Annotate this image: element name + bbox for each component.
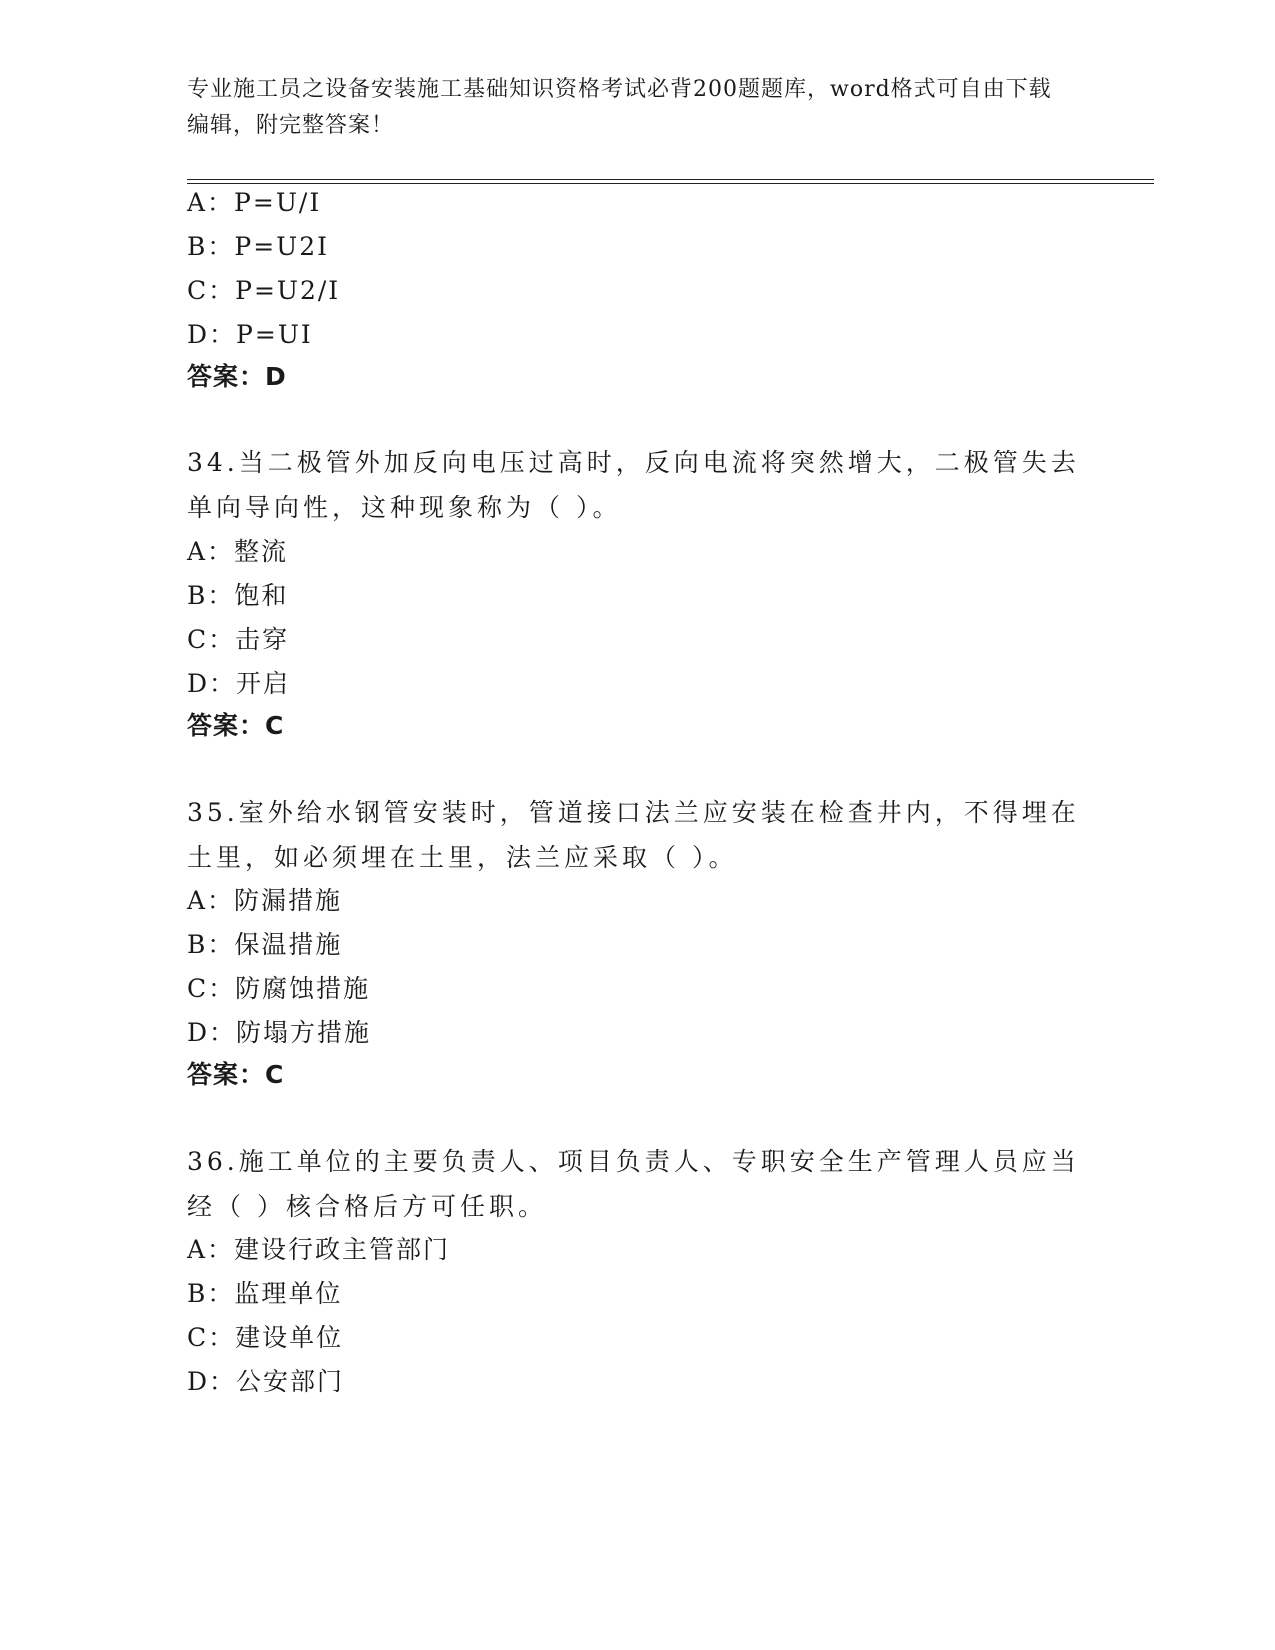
q34-option-b: B：饱和 — [187, 581, 289, 610]
q34-option-a: A：整流 — [187, 537, 289, 566]
q35-option-c: C：防腐蚀措施 — [187, 974, 371, 1003]
q36-option-c: C：建设单位 — [187, 1323, 344, 1352]
q36-option-d: D：公安部门 — [187, 1367, 345, 1396]
header-divider-top — [187, 179, 1154, 180]
q33-option-c: C：P=U2/I — [187, 276, 341, 305]
q35-option-a: A：防漏措施 — [187, 886, 343, 915]
document-intro: 专业施工员之设备安装施工基础知识资格考试必背200题题库，word格式可自由下载编辑，附完整答案！ — [187, 77, 1052, 138]
q35-option-b: B：保温措施 — [187, 930, 343, 959]
q35-option-d: D：防塌方措施 — [187, 1018, 372, 1047]
q33-option-d: D：P=UI — [187, 320, 313, 349]
q35-answer: 答案：C — [187, 1060, 285, 1089]
q36-option-b: B：监理单位 — [187, 1279, 343, 1308]
q34-option-d: D：开启 — [187, 669, 291, 698]
q33-option-b: B：P=U2I — [187, 232, 329, 261]
q35-question: 35.室外给水钢管安装时，管道接口法兰应安装在检查井内，不得埋在土里，如必须埋在土里，法兰应采取（ ）。 — [187, 798, 1080, 872]
q36-question: 36.施工单位的主要负责人、项目负责人、专职安全生产管理人员应当经（ ）核合格后方可任职。 — [187, 1147, 1080, 1221]
q34-option-c: C：击穿 — [187, 625, 290, 654]
q34-question: 34.当二极管外加反向电压过高时，反向电流将突然增大，二极管失去单向导向性，这种现象称为（ ）。 — [187, 448, 1080, 522]
q36-option-a: A：建设行政主管部门 — [187, 1235, 451, 1264]
header-divider-bottom — [187, 183, 1154, 184]
q33-answer: 答案：D — [187, 362, 287, 391]
q33-option-a: A：P=U/I — [187, 188, 322, 217]
q34-answer: 答案：C — [187, 711, 285, 740]
